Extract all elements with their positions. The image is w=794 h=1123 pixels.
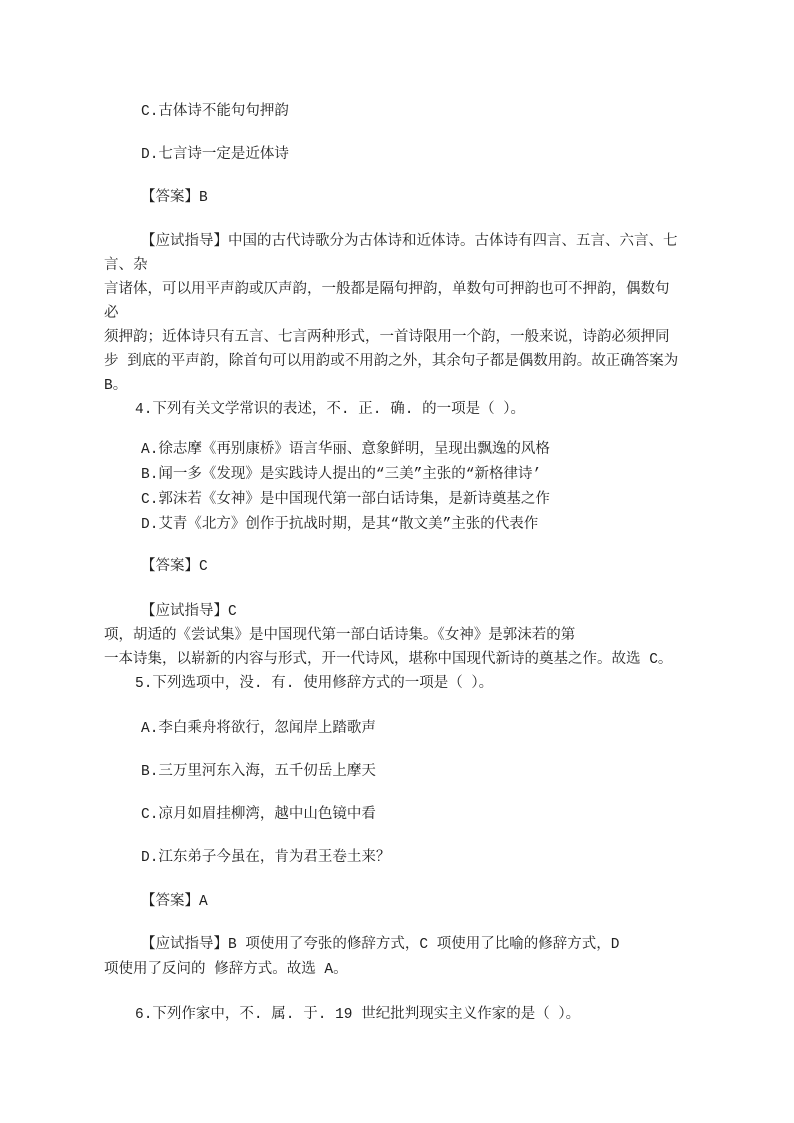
option-c-question5: C.凉月如眉挂柳湾，越中山色镜中看 — [141, 807, 376, 823]
guidance-question5-line2: 项使用了反问的 修辞方式。故选 A。 — [104, 962, 348, 978]
option-d-question3: D.七言诗一定是近体诗 — [141, 147, 289, 163]
guidance-question4-line2: 项，胡适的《尝试集》是中国现代第一部白话诗集。《女神》是郭沫若的第 — [104, 628, 576, 644]
guidance-question3-line2: 言、杂 — [104, 258, 148, 274]
answer-question3: 【答案】B — [141, 190, 208, 206]
option-d-question4: D.艾青《北方》创作于抗战时期，是其“散文美”主张的代表作 — [141, 517, 539, 533]
option-b-question4: B.闻一多《发现》是实践诗人提出的“三美”主张的“新格律诗’ — [141, 467, 542, 483]
guidance-question3-line1: 【应试指导】中国的古代诗歌分为古体诗和近体诗。古体诗有四言、五言、六言、七 — [141, 234, 678, 250]
guidance-question3-line5: 须押韵；近体诗只有五言、七言两种形式，一首诗限用一个韵，一般来说，诗韵必须押同 — [104, 330, 670, 346]
guidance-question3-line6: 步 到底的平声韵，除首句可以用韵或不用韵之外，其余句子都是偶数用韵。故正确答案为 — [104, 354, 679, 370]
guidance-question5-line1: 【应试指导】B 项使用了夸张的修辞方式，C 项使用了比喻的修辞方式，D — [141, 937, 620, 953]
option-d-question5: D.江东弟子今虽在，肯为君王卷土来？ — [141, 850, 391, 866]
option-a-question4: A.徐志摩《再别康桥》语言华丽、意象鲜明，呈现出飘逸的风格 — [141, 442, 550, 458]
answer-question5: 【答案】A — [141, 894, 208, 910]
option-c-question4: C.郭沫若《女神》是中国现代第一部白话诗集，是新诗奠基之作 — [141, 492, 550, 508]
guidance-question4-line1: 【应试指导】C — [141, 604, 237, 620]
answer-question4: 【答案】C — [141, 559, 208, 575]
guidance-question4-line3: 一本诗集，以崭新的内容与形式，开一代诗风，堪称中国现代新诗的奠基之作。故选 C。 — [104, 652, 673, 668]
question6-stem: 6.下列作家中，不. 属. 于. 19 世纪批判现实主义作家的是（ ）。 — [135, 1007, 581, 1023]
guidance-question3-line4: 必 — [104, 306, 119, 322]
option-a-question5: A.李白乘舟将欲行，忽闻岸上踏歌声 — [141, 721, 376, 737]
option-c-question3: C.古体诗不能句句押韵 — [141, 104, 289, 120]
guidance-question3-line7: B。 — [104, 378, 128, 394]
guidance-question3-line3: 言诸体，可以用平声韵或仄声韵，一般都是隔句押韵，单数句可押韵也可不押韵，偶数句 — [104, 282, 670, 298]
question5-stem: 5.下列选项中，没. 有. 使用修辞方式的一项是（ ）。 — [135, 676, 494, 692]
option-b-question5: B.三万里河东入海，五千仞岳上摩天 — [141, 764, 376, 780]
question4-stem: 4.下列有关文学常识的表述，不. 正. 确. 的一项是（ ）。 — [135, 402, 526, 418]
